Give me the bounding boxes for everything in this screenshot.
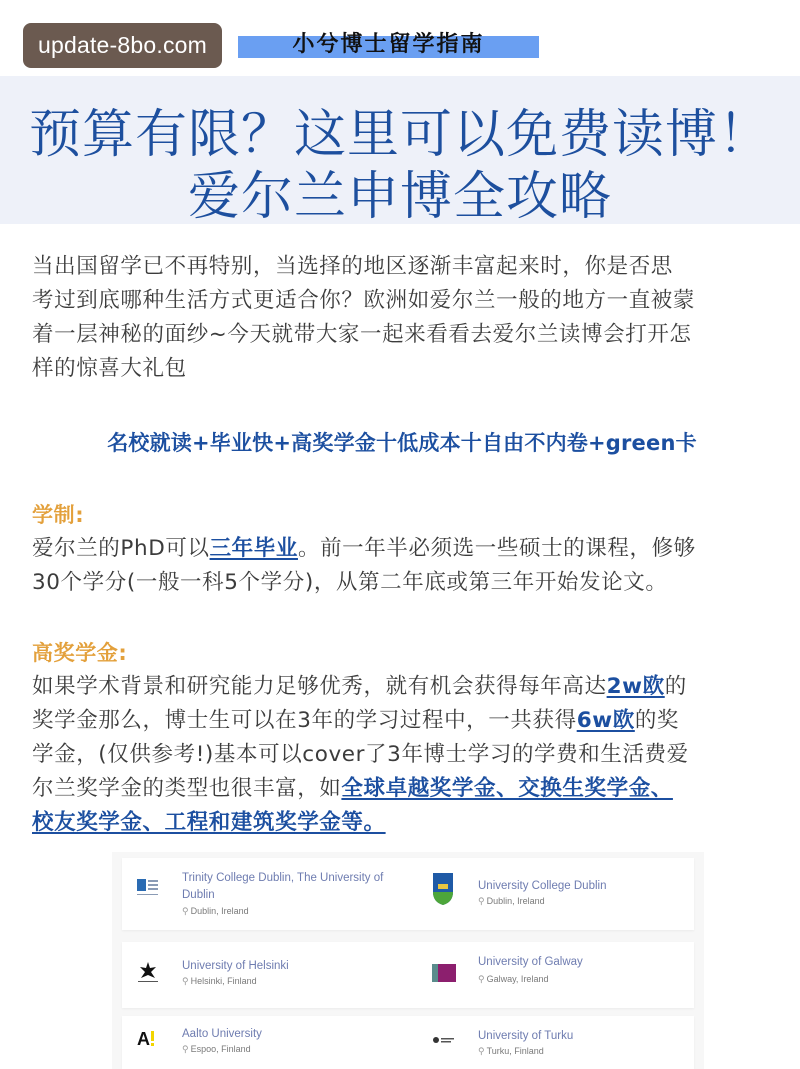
intro-line: 着一层神秘的面纱~今天就带大家一起来看看去爱尔兰读博会打开怎: [32, 322, 692, 347]
location-pin-icon: ⚲: [478, 1046, 485, 1056]
text: 的奖: [634, 708, 680, 733]
university-name: Aalto University: [182, 1028, 262, 1040]
section-scholarship: [32, 636, 772, 840]
university-location: [478, 1046, 544, 1057]
highlight-scholarship-types-cont: 校友奖学金、工程和建筑奖学金等。: [32, 810, 386, 835]
intro-line: 当出国留学已不再特别，当选择的地区逐渐丰富起来时，你是否思: [32, 254, 673, 279]
galway-logo-icon: [432, 962, 456, 986]
trinity-logo-icon: [136, 876, 160, 900]
intro-line: 考过到底哪种生活方式更适合你？欧洲如爱尔兰一般的地方一直被蒙: [32, 288, 696, 313]
text: 如果学术背景和研究能力足够优秀，就有机会获得每年高达: [32, 674, 607, 699]
watermark-badge: update-8bo.com: [23, 23, 222, 68]
text: 奖学金那么，博士生可以在3年的学习过程中，一共获得: [32, 708, 577, 733]
title-banner: [0, 76, 800, 227]
location-text: Dublin, Ireland: [486, 896, 545, 906]
university-row: [122, 1016, 694, 1069]
location-pin-icon: ⚲: [478, 896, 485, 906]
scholarship-line3: 学金，(仅供参考!)基本可以cover了3年博士学习的学费和生活费爱: [32, 742, 689, 767]
location-pin-icon: ⚲: [182, 1044, 189, 1054]
scholarship-line2: [32, 704, 772, 738]
section-title-system: 学制:: [32, 503, 85, 527]
scholarship-line5: [32, 806, 772, 840]
university-card-trinity[interactable]: [122, 858, 408, 930]
scholarship-line4: [32, 772, 772, 806]
tagline: 名校就读+毕业快+高奖学金十低成本十自由不内卷+green卡: [107, 431, 697, 455]
university-name: University of Galway: [478, 956, 583, 968]
location-text: Galway, Ireland: [486, 974, 549, 984]
location-pin-icon: ⚲: [478, 974, 485, 984]
top-bar: [0, 0, 800, 72]
location-pin-icon: ⚲: [182, 906, 189, 916]
intro-paragraph: [32, 250, 772, 386]
text: 。前一年半必须选一些硕士的课程，修够: [297, 536, 696, 561]
turku-logo-icon: [432, 1028, 456, 1052]
section-title-scholarship: 高奖学金:: [32, 641, 128, 665]
university-card-aalto[interactable]: [122, 1016, 408, 1069]
location-text: Helsinki, Finland: [190, 976, 257, 986]
highlight-three-years: 三年毕业: [209, 536, 298, 561]
banner-title-line2: 爱尔兰申博全攻略: [187, 167, 612, 227]
location-text: Espoo, Finland: [190, 1044, 251, 1054]
helsinki-logo-icon: [136, 960, 160, 984]
university-row: [122, 858, 694, 930]
university-row: [122, 942, 694, 1008]
system-line2: 30个学分(一般一科5个学分)，从第二年底或第三年开始发论文。: [32, 570, 668, 595]
location-text: Dublin, Ireland: [190, 906, 249, 916]
university-list: [112, 852, 704, 1069]
highlight-2w-euro: 2w欧: [606, 674, 665, 699]
section-system: [32, 498, 772, 600]
university-location: [478, 974, 548, 985]
university-card-galway[interactable]: [418, 942, 704, 1008]
location-text: Turku, Finland: [486, 1046, 544, 1056]
university-card-turku[interactable]: [418, 1016, 704, 1069]
banner-title-line1: 预算有限？这里可以免费读博！: [28, 105, 771, 165]
text: 尔兰奖学金的类型也很丰富，如: [32, 776, 342, 801]
intro-line: 样的惊喜大礼包: [32, 356, 187, 381]
university-card-ucd[interactable]: [418, 858, 704, 930]
university-card-helsinki[interactable]: [122, 942, 408, 1008]
text: 的: [664, 674, 687, 699]
highlight-6w-euro: 6w欧: [576, 708, 635, 733]
brand-title: 小兮博士留学指南: [292, 32, 485, 57]
system-line1: [32, 532, 772, 566]
ucd-logo-icon: [432, 872, 454, 906]
university-name: Trinity College Dublin, The University of Dublin: [182, 872, 384, 901]
scholarship-line1: [32, 670, 772, 704]
svg-text:A: A: [137, 1029, 150, 1049]
university-location: [182, 976, 257, 987]
university-location: [182, 906, 249, 917]
university-location: [478, 896, 545, 907]
text: 爱尔兰的PhD可以: [32, 536, 210, 561]
university-name: University of Helsinki: [182, 960, 289, 972]
location-pin-icon: ⚲: [182, 976, 189, 986]
university-location: [182, 1044, 251, 1055]
aalto-logo-icon: [136, 1028, 160, 1052]
highlight-scholarship-types: 全球卓越奖学金、交换生奖学金、: [341, 776, 673, 801]
university-name: University College Dublin: [478, 880, 607, 892]
university-name: University of Turku: [478, 1030, 574, 1042]
